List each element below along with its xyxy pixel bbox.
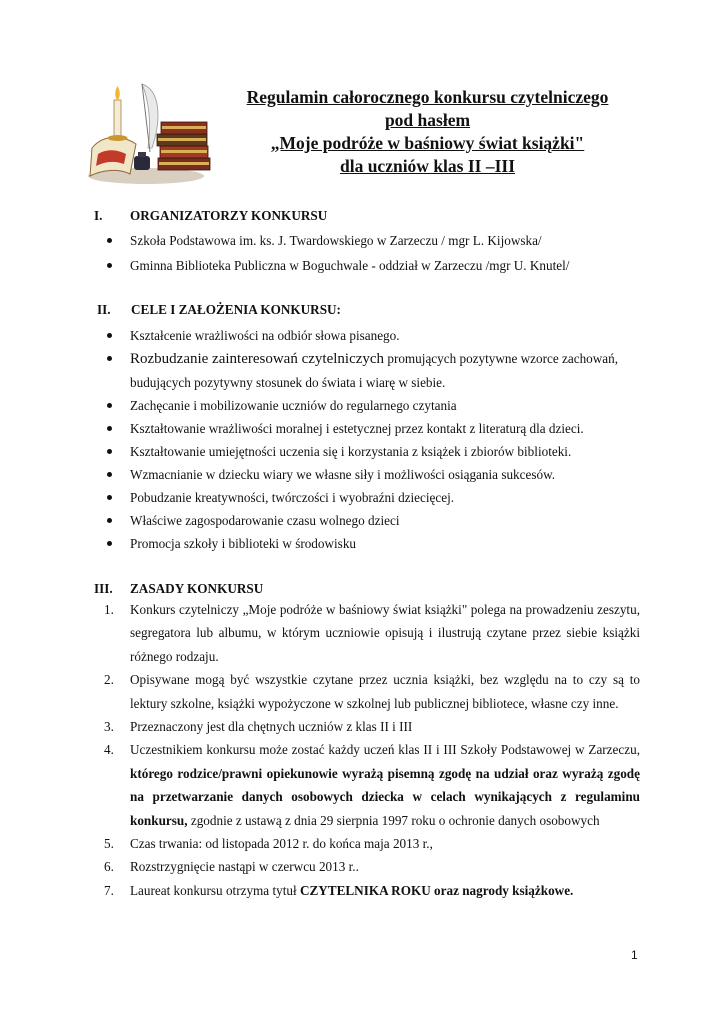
rule-number: 6.	[104, 859, 114, 875]
rule-text: Konkurs czytelniczy „Moje podróże w baśniowy świat książki" polega na prowadzeniu zeszytu, segregatora lub albumu, w którym uczniowie opisują i ilustrują czytane przez siebie książki różnego rodzaju.	[130, 602, 640, 664]
list-item: Szkoła Podstawowa im. ks. J. Twardowskiego w Zarzeczu / mgr L. Kijowska/	[104, 232, 569, 257]
rule-item	[104, 855, 640, 878]
list-item: Właściwe zagospodarowanie czasu wolnego dzieci	[104, 509, 618, 532]
rule-text-bold: którego rodzice/prawni opiekunowie wyrażą pisemną zgodę na udział oraz wyrażą zgodę na przetwarzanie danych osobowych dziecka w celach wynikających z regulaminu konkursu,	[130, 765, 640, 828]
list-item: Pobudzanie kreatywności, twórczości i wyobraźni dziecięcej.	[104, 486, 618, 509]
list-item: Gminna Biblioteka Publiczna w Boguchwale - oddział w Zarzeczu /mgr U. Knutel/	[104, 257, 569, 282]
title-line-2: pod hasłem	[384, 110, 471, 130]
books-quill-illustration	[84, 78, 214, 188]
rule-item	[104, 715, 640, 738]
rule-number: 3.	[104, 719, 114, 735]
organizers-list	[104, 232, 569, 282]
list-item-lead: Rozbudzanie zainteresowań czytelniczych	[130, 351, 385, 367]
page-number: 1	[631, 948, 638, 962]
goals-list	[104, 324, 618, 555]
rule-number: 5.	[104, 836, 114, 852]
rule-text: Opisywane mogą być wszystkie czytane przez ucznia książki, bez względu na to czy są to lektury szkolne, książki wypożyczone w szkolnej lub publicznej bibliotece, własne czy inne.	[130, 672, 640, 711]
rule-text-bold: CZYTELNIKA ROKU oraz nagrody książkowe.	[299, 882, 574, 898]
section-number: II.	[97, 302, 111, 317]
rules-list	[104, 598, 640, 902]
list-item-rest: promujących pozytywne wzorce zachowań,	[384, 351, 619, 366]
list-item: Wzmacnianie w dziecku wiary we własne siły i możliwości osiągania sukcesów.	[104, 463, 618, 486]
document-title	[215, 86, 640, 178]
list-item: Promocja szkoły i biblioteki w środowisku	[104, 532, 618, 555]
section-title: ZASADY KONKURSU	[130, 581, 264, 596]
title-line-4: dla uczniów klas II –III	[339, 156, 516, 176]
rule-text: Uczestnikiem konkursu może zostać każdy uczeń klas II i III Szkoły Podstawowej w Zarzeczu,	[130, 742, 640, 758]
rule-text: Czas trwania: od listopada 2012 r. do końca maja 2013 r.,	[130, 836, 433, 852]
list-item: Kształtowanie umiejętności uczenia się i korzystania z książek i zbiorów biblioteki.	[104, 440, 618, 463]
section-number: I.	[94, 208, 103, 223]
rule-item	[104, 598, 640, 668]
rule-text-tail: zgodnie z ustawą z dnia 29 sierpnia 1997 roku o ochronie danych osobowych	[187, 812, 600, 828]
rule-item	[104, 879, 640, 902]
rule-number: 7.	[104, 882, 114, 898]
section-title: CELE I ZAŁOŻENIA KONKURSU:	[131, 302, 341, 317]
list-item: Zachęcanie i mobilizowanie uczniów do regularnego czytania	[104, 394, 618, 417]
title-line-1: Regulamin całorocznego konkursu czytelniczego	[246, 87, 609, 107]
rule-item	[104, 738, 640, 832]
rule-text: Przeznaczony jest dla chętnych uczniów z klas II i III	[130, 719, 413, 735]
rule-text: Rozstrzygnięcie nastąpi w czerwcu 2013 r..	[130, 859, 359, 875]
list-item	[104, 347, 618, 371]
section-title: ORGANIZATORZY KONKURSU	[130, 208, 328, 223]
rule-number: 2.	[104, 672, 114, 688]
list-item: Kształcenie wrażliwości na odbiór słowa pisanego.	[104, 324, 618, 347]
rule-number: 1.	[104, 602, 114, 617]
rule-text: Laureat konkursu otrzyma tytuł	[130, 882, 300, 898]
list-item: Kształtowanie wrażliwości moralnej i estetycznej przez kontakt z literaturą dla dzieci.	[104, 417, 618, 440]
rule-item	[104, 832, 640, 855]
title-line-3: „Moje podróże w baśniowy świat książki"	[270, 133, 585, 153]
list-item-continuation: budujących pozytywny stosunek do świata i wiarę w siebie.	[130, 375, 446, 390]
rule-item	[104, 668, 640, 715]
section-number: III.	[94, 581, 113, 596]
rule-number: 4.	[104, 742, 114, 758]
